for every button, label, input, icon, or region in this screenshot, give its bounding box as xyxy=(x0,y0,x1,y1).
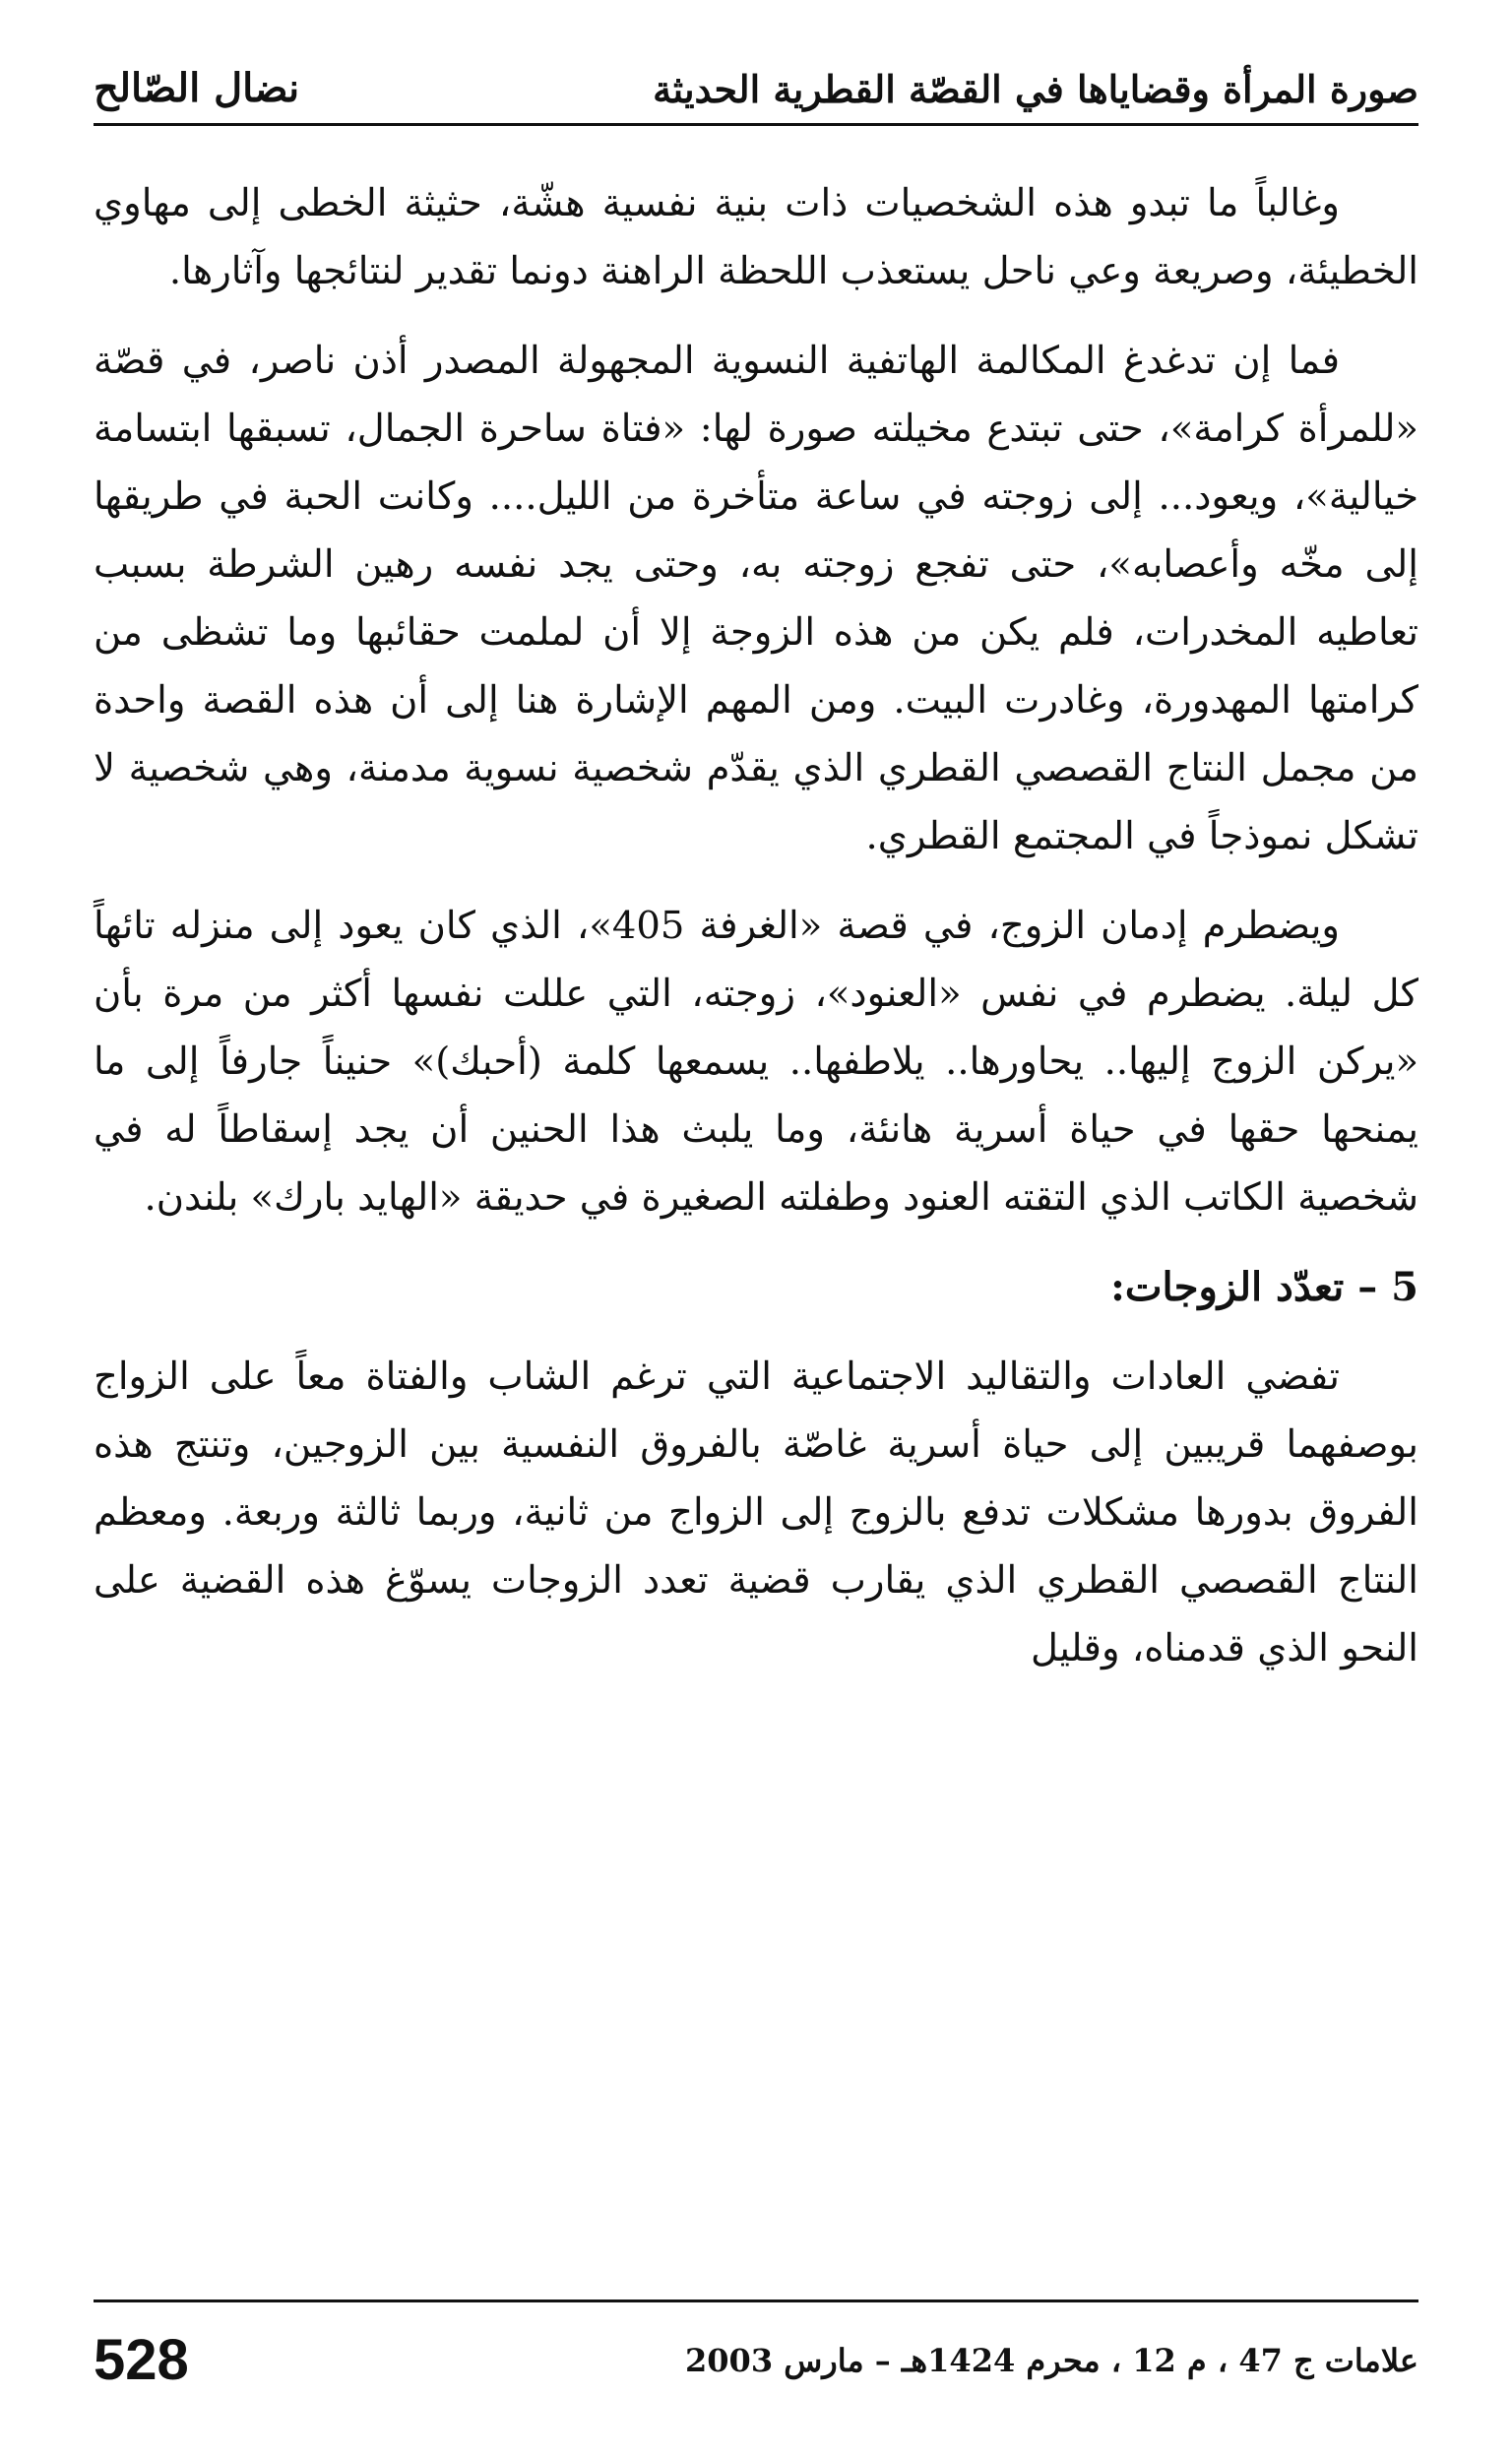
article-body xyxy=(94,169,1418,1704)
page-footer xyxy=(94,2300,1418,2408)
running-author: نضال الصّالح xyxy=(94,65,300,111)
page-number: 528 xyxy=(94,2328,189,2392)
paragraph-3: ويضطرم إدمان الزوج، في قصة «الغرفة 405»، الذي كان يعود إلى منزله تائهاً كل ليلة. يضطرم في نفس «العنود»، زوجته، التي عللت نفسها أكثر من مرة بأن «يركن الزوج إليها.. يحاورها.. يلاطفها.. يسمعها كلمة (أحبك)» حنيناً جارفاً إلى ما يمنحها حقها في حياة أسرية هانئة، وما يلبث هذا الحنين أن يجد إسقاطاً له في شخصية الكاتب الذي التقته العنود وطفلته الصغيرة في حديقة «الهايد بارك» بلندن. xyxy=(94,904,1418,1220)
section-heading: 5 – تعدّد الزوجات: xyxy=(1110,1264,1418,1310)
paragraph-1: وغالباً ما تبدو هذه الشخصيات ذات بنية نفسية هشّة، حثيثة الخطى إلى مهاوي الخطيئة، وصريعة وعي ناحل يستعذب اللحظة الراهنة دونما تقدير لنتائجها وآثارها. xyxy=(94,181,1418,293)
paragraph-2: فما إن تدغدغ المكالمة الهاتفية النسوية المجهولة المصدر أذن ناصر، في قصّة «للمرأة كرامة»، حتى تبتدع مخيلته صورة لها: «فتاة ساحرة الجمال، تسبقها ابتسامة خيالية»، ويعود... إلى زوجته في ساعة متأخرة من الليل.... وكانت الحبة في طريقها إلى مخّه وأعصابه»، حتى تفجع زوجته به، وحتى يجد نفسه رهين الشرطة بسبب تعاطيه المخدرات، فلم يكن من هذه الزوجة إلا أن لملمت حقائبها وما تشظى من كرامتها المهدورة، وغادرت البيت. ومن المهم الإشارة هنا إلى أن هذه القصة واحدة من مجمل النتاج القصصي القطري الذي يقدّم شخصية نسوية مدمنة، وهي شخصية لا تشكل نموذجاً في المجتمع القطري. xyxy=(94,339,1418,858)
paragraph-4: تفضي العادات والتقاليد الاجتماعية التي ترغم الشاب والفتاة معاً على الزواج بوصفهما قريبين إلى حياة أسرية غاصّة بالفروق النفسية بين الزوجين، وتنتج هذه الفروق بدورها مشكلات تدفع بالزوج إلى الزواج من ثانية، وربما ثالثة وربعة. ومعظم النتاج القصصي القطري الذي يقارب قضية تعدد الزوجات يسوّغ هذه القضية على النحو الذي قدمناه، وقليل xyxy=(94,1354,1418,1670)
running-title: صورة المرأة وقضاياها في القصّة القطرية الحديثة xyxy=(653,67,1418,111)
running-header xyxy=(94,37,1418,126)
journal-issue: علامات ج 47 ، م 12 ، محرم 1424هـ – مارس 2003 xyxy=(685,2341,1418,2379)
